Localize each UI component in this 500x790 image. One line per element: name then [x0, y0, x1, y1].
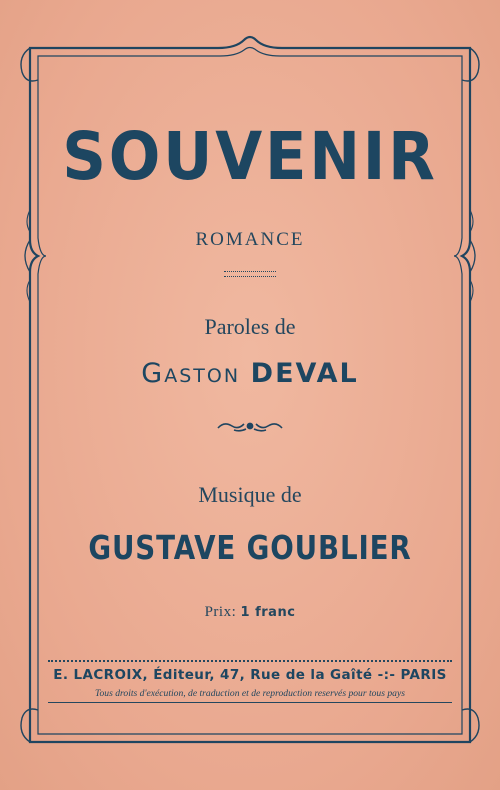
dotted-rule [48, 660, 452, 662]
lyricist-name [0, 358, 500, 389]
divider [0, 264, 500, 282]
music-label: Musique de [198, 482, 302, 507]
publisher-line: E. LACROIX, Éditeur, 47, Rue de la Gaîté -:- PARIS [53, 667, 447, 683]
price-label: Prix: [204, 604, 237, 620]
lyricist-first-name: Gaston [141, 358, 241, 389]
lyrics-label: Paroles de [204, 314, 296, 339]
ornament-icon [0, 418, 500, 439]
bottom-rule [48, 702, 452, 703]
price-value: 1 franc [240, 605, 296, 620]
lyricist-last-name: DEVAL [250, 358, 359, 389]
price [0, 604, 500, 621]
song-title: SOUVENIR [62, 118, 438, 195]
rights-notice: Tous droits d'exécution, de traduction et de reproduction reservés pour tous pays [95, 688, 405, 699]
composer-name: GUSTAVE GOUBLIER [88, 528, 412, 567]
song-genre: ROMANCE [195, 229, 305, 250]
